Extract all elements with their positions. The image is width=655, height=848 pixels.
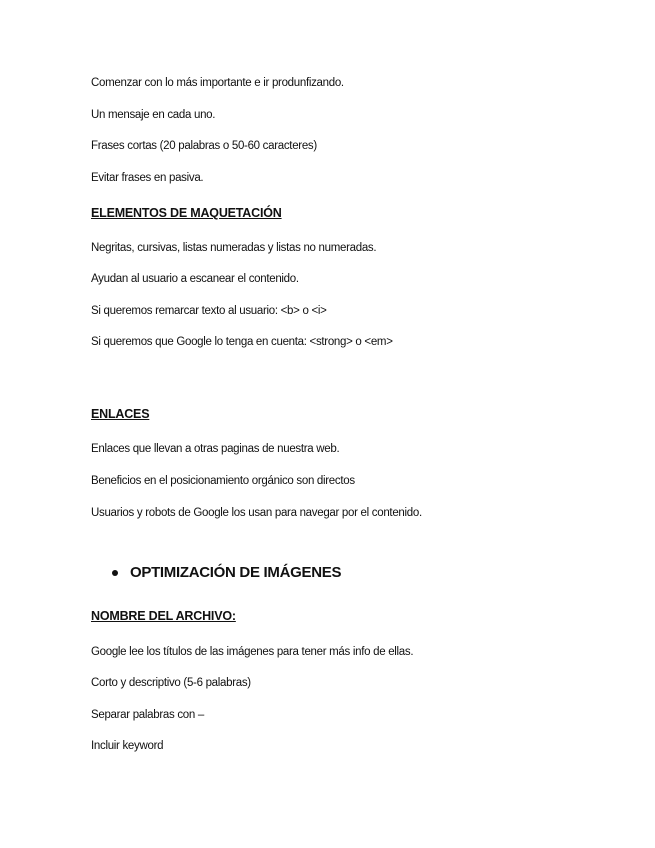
bullet-icon <box>112 570 118 576</box>
paragraph-line: Si queremos remarcar texto al usuario: <b> o <i> <box>91 305 327 317</box>
paragraph-line: Negritas, cursivas, listas numeradas y listas no numeradas. <box>91 242 377 254</box>
bullet-heading-text: OPTIMIZACIÓN DE IMÁGENES <box>130 564 342 581</box>
section-heading-nombre-archivo: NOMBRE DEL ARCHIVO: <box>91 609 236 623</box>
paragraph-line: Si queremos que Google lo tenga en cuenta: <strong> o <em> <box>91 336 393 348</box>
paragraph-line: Usuarios y robots de Google los usan para navegar por el contenido. <box>91 507 422 519</box>
section-heading-maquetacion: ELEMENTOS DE MAQUETACIÓN <box>91 206 282 220</box>
paragraph-line: Frases cortas (20 palabras o 50-60 caracteres) <box>91 140 317 152</box>
paragraph-line: Comenzar con lo más importante e ir produnfizando. <box>91 77 344 89</box>
bullet-heading-imagenes <box>112 563 341 583</box>
paragraph-line: Beneficios en el posicionamiento orgánico son directos <box>91 475 355 487</box>
paragraph-line: Un mensaje en cada uno. <box>91 109 216 121</box>
paragraph-line: Ayudan al usuario a escanear el contenido. <box>91 273 299 285</box>
paragraph-line: Incluir keyword <box>91 740 164 752</box>
section-heading-enlaces: ENLACES <box>91 407 150 421</box>
paragraph-line: Separar palabras con – <box>91 709 204 721</box>
paragraph-line: Evitar frases en pasiva. <box>91 172 204 184</box>
paragraph-line: Enlaces que llevan a otras paginas de nuestra web. <box>91 443 340 455</box>
paragraph-line: Corto y descriptivo (5-6 palabras) <box>91 677 251 689</box>
paragraph-line: Google lee los títulos de las imágenes para tener más info de ellas. <box>91 646 414 658</box>
